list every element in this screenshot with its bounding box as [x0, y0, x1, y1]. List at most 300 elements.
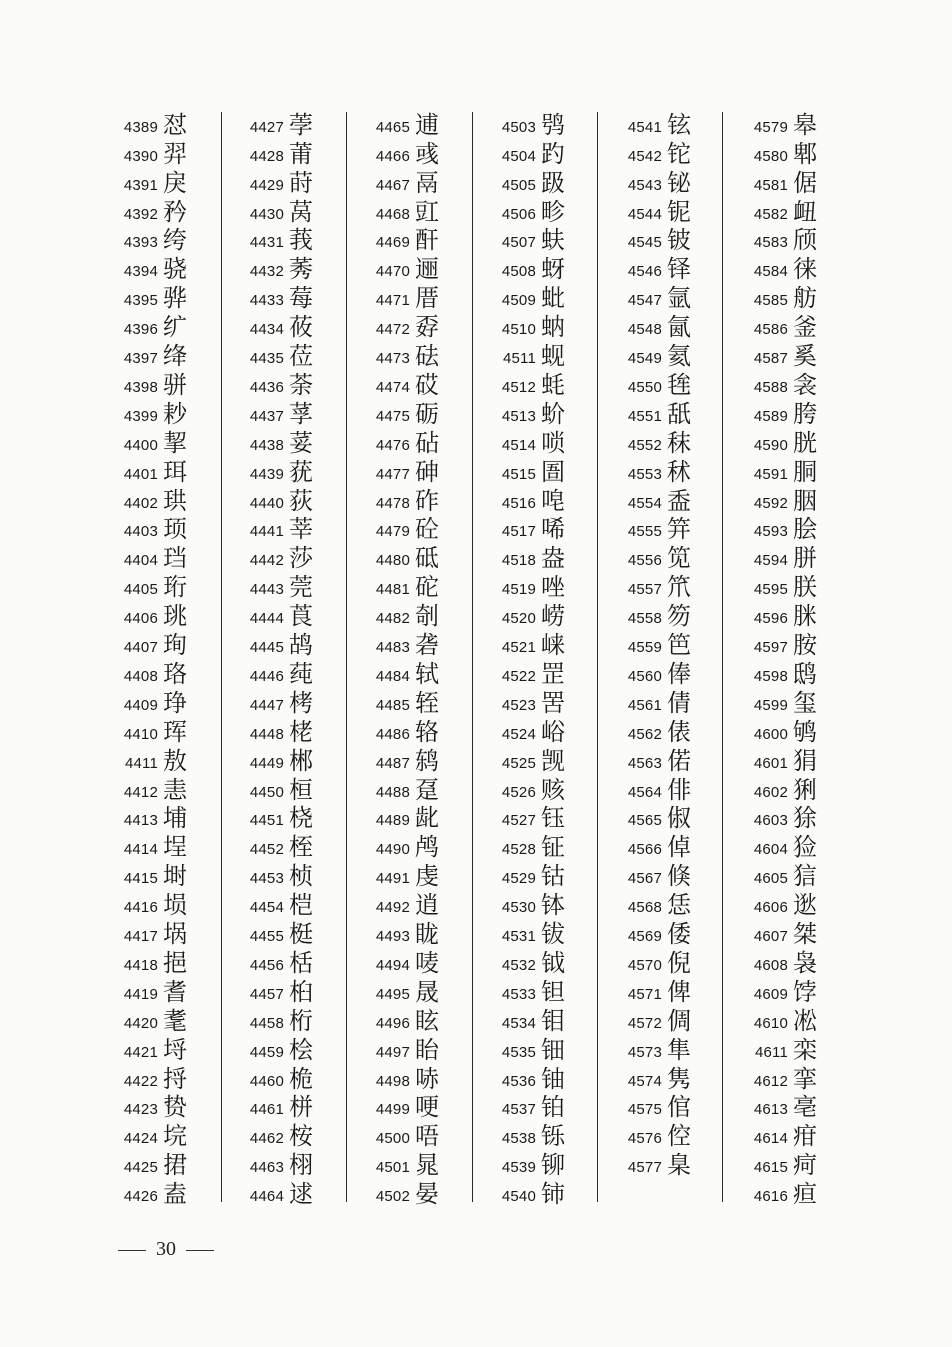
table-row [236, 775, 358, 804]
char-glyph: 倪 [667, 948, 691, 977]
char-number: 4588 [753, 378, 788, 396]
table-row [236, 977, 358, 1006]
char-number: 4466 [375, 147, 410, 165]
char-number: 4560 [627, 667, 662, 685]
table-row [362, 919, 484, 948]
char-glyph: 珣 [163, 631, 187, 660]
table-row [740, 1006, 862, 1035]
table-row [488, 1035, 610, 1064]
table-row [236, 1122, 358, 1151]
char-glyph: 砟 [415, 486, 439, 515]
table-row [236, 515, 358, 544]
char-number: 4592 [753, 494, 788, 512]
char-number: 4517 [501, 523, 536, 541]
char-glyph: 哧 [415, 1064, 439, 1093]
char-glyph: 蚍 [541, 284, 565, 313]
char-number: 4500 [375, 1130, 410, 1148]
table-row [614, 890, 736, 919]
char-number: 4435 [249, 350, 284, 368]
char-glyph: 珞 [163, 659, 187, 688]
table-row [236, 1150, 358, 1179]
char-number: 4485 [375, 696, 410, 714]
char-number: 4522 [501, 667, 536, 685]
table-row [236, 370, 358, 399]
char-glyph: 厝 [415, 284, 439, 313]
table-row [362, 428, 484, 457]
char-number: 4412 [123, 783, 158, 801]
char-number: 4558 [627, 610, 662, 628]
char-number: 4426 [123, 1188, 158, 1206]
char-number: 4567 [627, 870, 662, 888]
char-glyph: 俵 [667, 717, 691, 746]
char-number: 4432 [249, 263, 284, 281]
table-row [614, 1064, 736, 1093]
char-number: 4461 [249, 1101, 284, 1119]
char-number: 4502 [375, 1188, 410, 1206]
table-row [362, 1035, 484, 1064]
char-glyph: 莼 [289, 659, 313, 688]
table-row [488, 1093, 610, 1122]
char-glyph: 玺 [793, 688, 817, 717]
char-glyph: 狷 [793, 746, 817, 775]
char-number: 4546 [627, 263, 662, 281]
char-glyph: 倬 [667, 833, 691, 862]
char-glyph: 倩 [667, 688, 691, 717]
char-number: 4410 [123, 725, 158, 743]
char-glyph: 虔 [415, 862, 439, 891]
column-divider [346, 112, 347, 1202]
char-glyph: 桀 [793, 920, 817, 949]
char-glyph: 埚 [163, 920, 187, 949]
char-number: 4604 [753, 841, 788, 859]
table-row [614, 804, 736, 833]
char-glyph: 隽 [667, 1064, 691, 1093]
char-glyph: 鸲 [793, 717, 817, 746]
char-glyph: 砻 [415, 631, 439, 660]
char-glyph: 胴 [793, 457, 817, 486]
table-row [740, 1093, 862, 1122]
char-number: 4609 [753, 985, 788, 1003]
char-number: 4532 [501, 956, 536, 974]
table-row [236, 1064, 358, 1093]
char-number: 4566 [627, 841, 662, 859]
column-divider [221, 112, 222, 1202]
char-glyph: 贽 [163, 1093, 187, 1122]
char-glyph: 鸪 [289, 631, 313, 660]
char-glyph: 倌 [667, 1093, 691, 1122]
char-glyph: 铎 [667, 255, 691, 284]
char-glyph: 荽 [289, 428, 313, 457]
char-glyph: 埔 [163, 804, 187, 833]
char-glyph: 荻 [289, 486, 313, 515]
table-row [488, 457, 610, 486]
char-glyph: 骈 [163, 370, 187, 399]
table-row [236, 226, 358, 255]
char-number: 4452 [249, 841, 284, 859]
table-row [236, 1035, 358, 1064]
char-number: 4585 [753, 292, 788, 310]
char-number: 4519 [501, 581, 536, 599]
char-glyph: 胭 [793, 486, 817, 515]
char-number: 4584 [753, 263, 788, 281]
table-row [110, 630, 232, 659]
char-number: 4424 [123, 1130, 158, 1148]
char-glyph: 脒 [793, 602, 817, 631]
table-row [236, 919, 358, 948]
char-glyph: 钿 [541, 1035, 565, 1064]
table-row [740, 139, 862, 168]
char-glyph: 趸 [415, 775, 439, 804]
char-number: 4451 [249, 812, 284, 830]
table-row [614, 630, 736, 659]
table-row [488, 283, 610, 312]
char-glyph: 狳 [793, 804, 817, 833]
table-row [488, 659, 610, 688]
char-number: 4422 [123, 1072, 158, 1090]
char-glyph: 砣 [415, 573, 439, 602]
char-number: 4591 [753, 465, 788, 483]
char-glyph: 骁 [163, 255, 187, 284]
char-glyph: 皋 [793, 110, 817, 139]
char-glyph: 怼 [163, 110, 187, 139]
table-row [110, 746, 232, 775]
char-number: 4552 [627, 436, 662, 454]
table-row [488, 717, 610, 746]
char-number: 4562 [627, 725, 662, 743]
table-row [740, 283, 862, 312]
table-row [362, 948, 484, 977]
char-glyph: 莅 [289, 342, 313, 371]
table-row [362, 283, 484, 312]
char-number: 4537 [501, 1101, 536, 1119]
char-glyph: 剞 [415, 602, 439, 631]
char-number: 4428 [249, 147, 284, 165]
table-row [236, 457, 358, 486]
table-row [488, 1064, 610, 1093]
table-row [362, 833, 484, 862]
table-row [614, 370, 736, 399]
char-number: 4392 [123, 205, 158, 223]
table-row [362, 370, 484, 399]
char-glyph: 蚬 [541, 342, 565, 371]
table-row [740, 544, 862, 573]
table-row [110, 544, 232, 573]
table-row [236, 572, 358, 601]
char-glyph: 栳 [289, 717, 313, 746]
char-glyph: 蚧 [541, 399, 565, 428]
char-glyph: 砹 [415, 370, 439, 399]
char-number: 4510 [501, 321, 536, 339]
char-number: 4470 [375, 263, 410, 281]
char-glyph: 轾 [415, 688, 439, 717]
table-row [236, 110, 358, 139]
char-glyph: 顼 [163, 515, 187, 544]
char-glyph: 珥 [163, 457, 187, 486]
char-glyph: 挛 [793, 1064, 817, 1093]
char-number: 4487 [375, 754, 410, 772]
char-glyph: 恁 [667, 891, 691, 920]
char-number: 4496 [375, 1014, 410, 1032]
char-number: 4399 [123, 407, 158, 425]
table-row [488, 919, 610, 948]
table-row [614, 861, 736, 890]
char-glyph: 氦 [667, 342, 691, 371]
char-glyph: 颀 [793, 226, 817, 255]
page-footer [118, 1238, 214, 1261]
table-row [110, 1150, 232, 1179]
char-number: 4454 [249, 899, 284, 917]
char-number: 4513 [501, 407, 536, 425]
table-row [488, 890, 610, 919]
char-glyph: 钴 [541, 862, 565, 891]
char-glyph: 桡 [289, 804, 313, 833]
char-glyph: 耄 [163, 1006, 187, 1035]
char-glyph: 砧 [415, 428, 439, 457]
table-row [236, 601, 358, 630]
char-number: 4469 [375, 234, 410, 252]
table-row [110, 341, 232, 370]
table-row [488, 601, 610, 630]
table-row [236, 746, 358, 775]
table-row [110, 659, 232, 688]
table-row [236, 659, 358, 688]
table-row [110, 775, 232, 804]
table-row [362, 601, 484, 630]
char-glyph: 疳 [793, 1122, 817, 1151]
table-row [740, 370, 862, 399]
char-number: 4527 [501, 812, 536, 830]
table-row [236, 486, 358, 515]
char-number: 4574 [627, 1072, 662, 1090]
char-number: 4601 [753, 754, 788, 772]
char-glyph: 铆 [541, 1151, 565, 1180]
char-glyph: 秫 [667, 457, 691, 486]
table-row [614, 399, 736, 428]
char-glyph: 埒 [163, 1035, 187, 1064]
table-row [110, 168, 232, 197]
table-row [488, 110, 610, 139]
table-row [362, 1006, 484, 1035]
char-number: 4529 [501, 870, 536, 888]
char-number: 4563 [627, 754, 662, 772]
char-number: 4543 [627, 176, 662, 194]
table-row [488, 1006, 610, 1035]
char-glyph: 逑 [289, 1180, 313, 1209]
table-row [740, 919, 862, 948]
char-number: 4501 [375, 1159, 410, 1177]
char-number: 4576 [627, 1130, 662, 1148]
char-glyph: 鬲 [415, 168, 439, 197]
char-number: 4442 [249, 552, 284, 570]
char-glyph: 钽 [541, 977, 565, 1006]
table-row [236, 428, 358, 457]
char-glyph: 唑 [541, 573, 565, 602]
char-glyph: 砼 [415, 515, 439, 544]
char-number: 4515 [501, 465, 536, 483]
char-number: 4536 [501, 1072, 536, 1090]
char-glyph: 盎 [541, 544, 565, 573]
table-row [362, 486, 484, 515]
char-number: 4472 [375, 321, 410, 339]
table-row [236, 255, 358, 284]
char-glyph: 钰 [541, 804, 565, 833]
table-row [362, 1122, 484, 1151]
table-row [740, 457, 862, 486]
char-glyph: 莩 [289, 399, 313, 428]
char-glyph: 钲 [541, 833, 565, 862]
char-number: 4436 [249, 378, 284, 396]
char-glyph: 鸫 [415, 746, 439, 775]
char-glyph: 荼 [289, 370, 313, 399]
table-row [488, 775, 610, 804]
char-glyph: 狺 [793, 862, 817, 891]
char-glyph: 唛 [415, 948, 439, 977]
char-number: 4457 [249, 985, 284, 1003]
table-row [740, 312, 862, 341]
char-glyph: 莠 [289, 255, 313, 284]
char-number: 4434 [249, 321, 284, 339]
char-number: 4504 [501, 147, 536, 165]
char-glyph: 衾 [793, 370, 817, 399]
char-number: 4481 [375, 581, 410, 599]
table-row [236, 1006, 358, 1035]
char-glyph: 徕 [793, 255, 817, 284]
char-number: 4417 [123, 928, 158, 946]
char-number: 4418 [123, 956, 158, 974]
table-row [362, 746, 484, 775]
char-number: 4614 [753, 1130, 788, 1148]
char-glyph: 凇 [793, 1006, 817, 1035]
table-row [614, 168, 736, 197]
char-number: 4605 [753, 870, 788, 888]
char-number: 4553 [627, 465, 662, 483]
char-glyph: 绛 [163, 342, 187, 371]
char-glyph: 莨 [289, 602, 313, 631]
table-row [740, 804, 862, 833]
char-number: 4531 [501, 928, 536, 946]
char-number: 4482 [375, 610, 410, 628]
table-row [488, 1150, 610, 1179]
char-glyph: 赅 [541, 775, 565, 804]
char-glyph: 胯 [793, 399, 817, 428]
table-row [362, 341, 484, 370]
char-number: 4473 [375, 350, 410, 368]
char-number: 4509 [501, 292, 536, 310]
char-glyph: 琤 [163, 688, 187, 717]
char-number: 4446 [249, 667, 284, 685]
char-glyph: 恚 [163, 775, 187, 804]
table-row [110, 861, 232, 890]
char-glyph: 埘 [163, 862, 187, 891]
char-number: 4518 [501, 552, 536, 570]
char-glyph: 铄 [541, 1122, 565, 1151]
table-row [236, 890, 358, 919]
char-glyph: 崂 [541, 602, 565, 631]
char-glyph: 铍 [667, 226, 691, 255]
table-row [110, 197, 232, 226]
table-row [488, 1122, 610, 1151]
char-number: 4555 [627, 523, 662, 541]
char-glyph: 倏 [667, 862, 691, 891]
table-row [740, 428, 862, 457]
char-number: 4520 [501, 610, 536, 628]
char-number: 4404 [123, 552, 158, 570]
char-glyph: 罟 [541, 688, 565, 717]
table-row [740, 890, 862, 919]
char-glyph: 觊 [541, 746, 565, 775]
char-number: 4570 [627, 956, 662, 974]
char-number: 4539 [501, 1159, 536, 1177]
char-number: 4607 [753, 928, 788, 946]
table-row [488, 977, 610, 1006]
char-number: 4603 [753, 812, 788, 830]
table-row [488, 486, 610, 515]
char-glyph: 逍 [415, 891, 439, 920]
char-glyph: 眩 [415, 1006, 439, 1035]
table-row [362, 399, 484, 428]
char-glyph: 猃 [793, 833, 817, 862]
char-glyph: 蚨 [541, 226, 565, 255]
table-row [740, 601, 862, 630]
char-number: 4484 [375, 667, 410, 685]
char-glyph: 铌 [667, 197, 691, 226]
table-row [110, 226, 232, 255]
table-row [236, 1179, 358, 1208]
char-glyph: 奚 [793, 342, 817, 371]
char-number: 4456 [249, 956, 284, 974]
table-row [110, 1035, 232, 1064]
table-row [488, 861, 610, 890]
char-glyph: 臬 [667, 1151, 691, 1180]
table-row [614, 544, 736, 573]
table-row [740, 977, 862, 1006]
char-glyph: 郫 [793, 139, 817, 168]
char-number: 4530 [501, 899, 536, 917]
char-number: 4390 [123, 147, 158, 165]
char-number: 4462 [249, 1130, 284, 1148]
char-number: 4489 [375, 812, 410, 830]
table-row [488, 139, 610, 168]
char-number: 4526 [501, 783, 536, 801]
char-glyph: 孬 [415, 313, 439, 342]
table-row [488, 804, 610, 833]
table-row [488, 399, 610, 428]
char-number: 4586 [753, 321, 788, 339]
table-row [614, 486, 736, 515]
char-glyph: 桁 [289, 1006, 313, 1035]
char-glyph: 唢 [541, 428, 565, 457]
table-row [362, 1179, 484, 1208]
char-glyph: 唣 [541, 486, 565, 515]
char-number: 4447 [249, 696, 284, 714]
table-row [362, 572, 484, 601]
table-row [614, 515, 736, 544]
char-number: 4486 [375, 725, 410, 743]
table-row [740, 1179, 862, 1208]
char-number: 4508 [501, 263, 536, 281]
table-row [614, 457, 736, 486]
char-glyph: 珰 [163, 544, 187, 573]
char-glyph: 珙 [163, 486, 187, 515]
char-number: 4400 [123, 436, 158, 454]
char-glyph: 胼 [793, 544, 817, 573]
char-number: 4467 [375, 176, 410, 194]
char-number: 4512 [501, 378, 536, 396]
char-glyph: 砝 [415, 342, 439, 371]
table-row [614, 139, 736, 168]
char-number: 4612 [753, 1072, 788, 1090]
table-row [362, 630, 484, 659]
